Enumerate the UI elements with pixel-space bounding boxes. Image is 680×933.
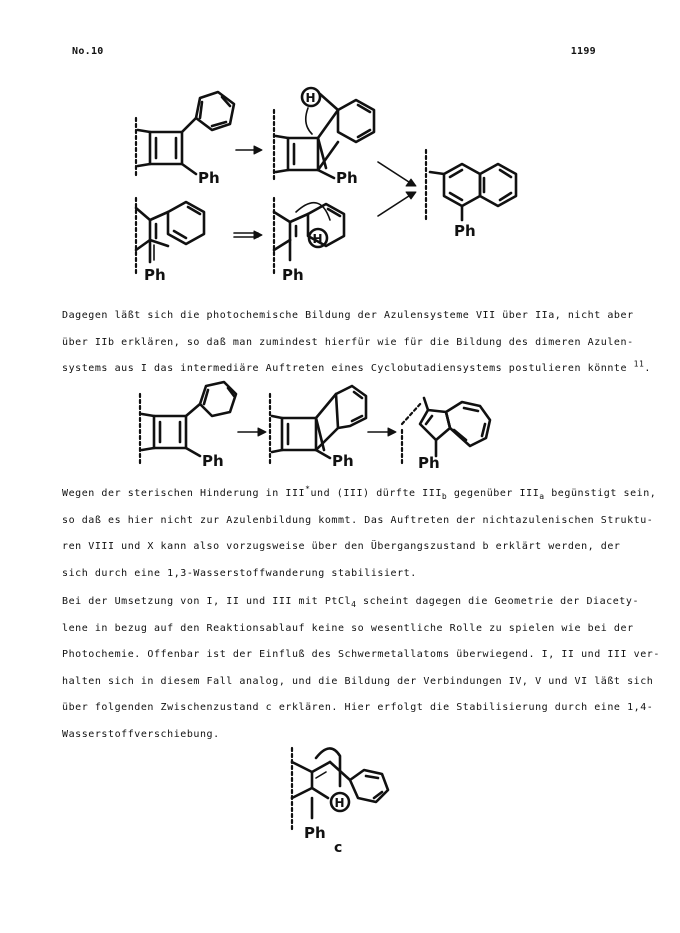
paragraph-3 (62, 589, 660, 748)
paragraph-2 (62, 481, 657, 587)
subscript: 4 (351, 600, 357, 609)
subscript: a (539, 492, 545, 501)
text-line: halten sich in diesem Fall analog, und die Bildung der Verbindungen IV, V und VI läßt sich (62, 675, 654, 687)
text-line: lene in bezug auf den Reaktionsablauf keine so wesentliche Rolle zu spielen wie bei der (62, 622, 634, 634)
structure-dienyl-h-bottom (274, 198, 344, 284)
text-segment: Bei der Umsetzung von I, II und III mit PtCl (62, 596, 352, 607)
text-line: sich durch eine 1,3-Wasserstoffwanderung stabilisiert. (62, 567, 417, 579)
text-line: über IIb erklären, so daß man zumindest hierfür wie für die Bildung des dimeren Azulen- (62, 336, 634, 348)
h-label: H (305, 91, 316, 105)
text-segment: systems aus I das intermediäre Auftreten eines Cyclobutadiensystems postulieren könnte (62, 363, 628, 374)
ph-label: Ph (418, 454, 440, 472)
reaction-scheme-2 (0, 384, 680, 484)
text-line: so daß es hier nicht zur Azulenbildung kommt. Das Auftreten der nichtazulenischen Struktu- (62, 514, 654, 526)
text-line (62, 356, 651, 383)
ph-label: Ph (198, 169, 220, 187)
h-label: H (312, 232, 323, 246)
structure-naphthalene-product (426, 150, 516, 240)
text-segment: gegenüber III (447, 488, 540, 499)
structure-bicyclic-h-top (274, 88, 374, 187)
h-label: H (334, 796, 345, 810)
structure-intermediate-c (292, 748, 388, 856)
structure-bicyclic-scheme2 (270, 386, 366, 470)
text-line: Photochemie. Offenbar ist der Einfluß des Schwermetallatoms überwiegend. I, II und III ver- (62, 649, 660, 660)
text-line: ren VIII und X kann also vorzugsweise über den Übergangszustand b erklärt werden, der (62, 541, 621, 552)
structure-cyclobutadiene-scheme2 (140, 382, 236, 470)
structure-cyclobutadiene-top-left (136, 92, 234, 187)
ph-label: Ph (336, 169, 358, 187)
text-segment: scheint dagegen die Geometrie der Diacety- (356, 596, 640, 607)
intermediate-label: c (334, 840, 343, 856)
ph-label: Ph (454, 222, 476, 240)
text-line: Wasserstoffverschiebung. (62, 728, 220, 740)
reaction-scheme-3 (0, 740, 680, 860)
page-number: 1199 (570, 46, 596, 57)
text-line: Dagegen läßt sich die photochemische Bildung der Azulensysteme VII über IIa, nicht aber (62, 310, 634, 321)
text-segment: und (III) dürfte III (310, 488, 442, 499)
subscript: b (441, 492, 448, 501)
asterisk-mark: * (305, 484, 311, 494)
footnote-ref: 11 (633, 359, 645, 369)
ph-label: Ph (282, 266, 304, 284)
text-segment: . (644, 363, 651, 374)
text-line (62, 589, 640, 616)
text-segment: Wegen der sterischen Hinderung in III (62, 488, 306, 499)
ph-label: Ph (202, 452, 224, 470)
ph-label: Ph (144, 266, 166, 284)
ph-label: Ph (332, 452, 354, 470)
text-line (62, 481, 657, 508)
ph-label: Ph (304, 824, 326, 842)
structure-dienyl-bottom-left (136, 198, 204, 284)
journal-issue: No.10 (72, 46, 104, 57)
reaction-scheme-1 (0, 80, 680, 295)
paragraph-1 (62, 303, 651, 383)
structure-azulene-scheme2 (402, 398, 490, 472)
text-segment: begünstigt sein, (544, 488, 657, 499)
text-line: über folgenden Zwischenzustand c erklären. Hier erfolgt die Stabilisierung durch eine 1,4- (62, 702, 654, 713)
